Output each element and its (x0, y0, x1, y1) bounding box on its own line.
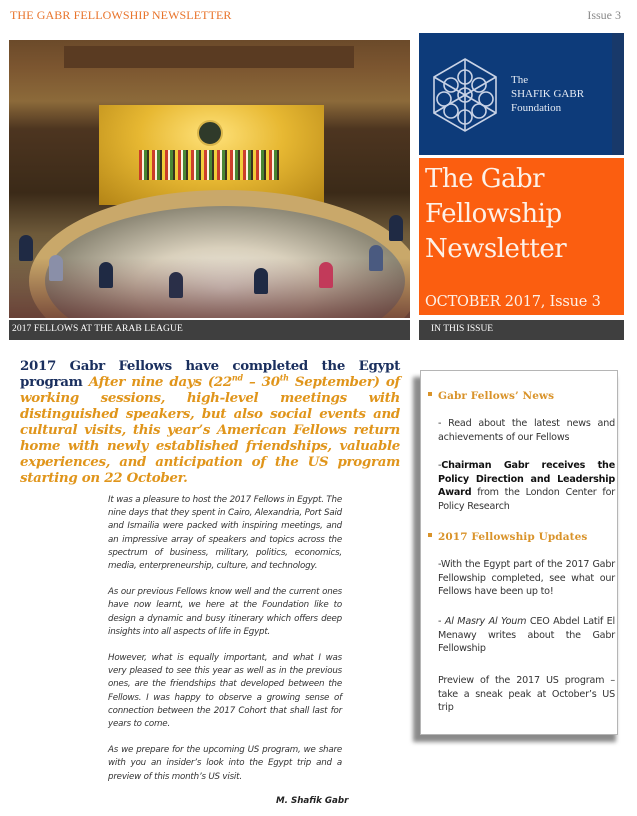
letter-paragraph: As we prepare for the upcoming US program, we share with you an insider’s look into the Egypt trip and a preview of this month’s US visit. (108, 745, 342, 782)
floor-shade (9, 258, 410, 318)
toc-item-text: Preview of the 2017 US program – take a sneak peak at October’s US trip (438, 675, 615, 713)
running-header-issue: Issue 3 (587, 8, 621, 22)
fellow-figure (99, 262, 113, 288)
superscript: th (279, 372, 289, 383)
hexagon-lattice-logo-icon (425, 55, 505, 135)
lead-paragraph (20, 358, 400, 486)
letter-signature: M. Shafik Gabr (276, 796, 349, 806)
section-heading-text: 2017 Fellowship Updates (438, 531, 588, 543)
title-line-3: Newsletter (425, 234, 567, 264)
newsletter-title (425, 162, 566, 267)
toc-item[interactable] (438, 674, 615, 715)
toc-item[interactable] (438, 417, 615, 444)
toc-item-italic: Al Masry Al Youm (444, 616, 527, 627)
toc-item[interactable] (438, 558, 615, 599)
square-bullet-icon (428, 392, 432, 396)
toc-item-text: from the London Center for Policy Research (438, 487, 615, 512)
fellow-figure (169, 272, 183, 298)
issue-date: OCTOBER 2017, Issue 3 (425, 294, 601, 310)
chairman-letter (108, 494, 342, 797)
flags-row (139, 150, 279, 180)
superscript: nd (231, 372, 243, 383)
logo-block-shade (612, 33, 624, 155)
toc-item-text: -With the Egypt part of the 2017 Gabr Fellowship completed, see what our Fellows have been up to! (438, 559, 615, 597)
square-bullet-icon (428, 533, 432, 537)
lead-intro (20, 374, 400, 486)
lead-intro-text: September) of working sessions, high-level meetings with distinguished speakers, but also social events and cultural visits, this year’s American Fellows return home with newly established friendships, valuable experiences, and anticipation of the US program starting on 22 October. (20, 374, 401, 486)
foundation-name (511, 73, 584, 115)
in-this-issue-box (420, 370, 618, 735)
logo-line-2: SHAFIK GABR (511, 88, 585, 100)
toc-item-text: CEO Abdel Latif El Menawy writes about the Gabr Fellowship (438, 616, 615, 654)
logo-line-1: The (511, 74, 529, 86)
fellow-figure (389, 215, 403, 241)
toc-item-prefix: - (438, 616, 445, 627)
in-this-issue-bar (419, 320, 624, 340)
title-line-1: The Gabr (425, 164, 545, 194)
fellow-figure (19, 235, 33, 261)
photo-caption-bar (9, 320, 410, 340)
calligraphy-band (64, 46, 354, 68)
arab-league-photo (9, 40, 410, 318)
lead-headline: 2017 Gabr Fellows have completed the Egypt program (20, 358, 400, 390)
logo-line-3: Foundation (511, 102, 562, 114)
photo-caption: 2017 FELLOWS AT THE ARAB LEAGUE (12, 324, 183, 334)
letter-paragraph: It was a pleasure to host the 2017 Fellows in Egypt. The nine days that they spent in Cairo, Alexandria, Port Said and Ismailia were packed with inspiring meetings, and an impressive array of speakers and topics across the spectrum of business, military, politics, economics, media, enterpreneurship, culture, and technology. (108, 495, 342, 572)
toc-item[interactable] (438, 615, 615, 656)
arab-league-emblem (197, 120, 223, 146)
letter-paragraph: However, what is equally important, and what I was very pleased to see this year as well as in the previous ones, are the friendships that developed between the Fellows. I was happy to observe a growing sense of connection between the 2017 Cohort that shall last for years to come. (108, 653, 342, 730)
toc-item-prefix: - (438, 460, 442, 471)
section-heading-fellowship-updates[interactable] (428, 531, 587, 543)
fellow-figure (254, 268, 268, 294)
masthead-block (419, 158, 624, 315)
toc-item-text: - Read about the latest news and achievements of our Fellows (438, 418, 615, 443)
in-this-issue-label: IN THIS ISSUE (431, 324, 494, 334)
lead-intro-text: After nine days (22 (88, 374, 232, 390)
letter-paragraph: As our previous Fellows know well and the current ones have now learnt, we here at the Foundation like to design a dynamic and busy itinerary which offers deep insights into all aspects of life in Egypt. (108, 587, 342, 637)
fellow-figure (319, 262, 333, 288)
section-heading-fellows-news[interactable] (428, 390, 554, 402)
fellow-figure (369, 245, 383, 271)
toc-item-bold: Chairman Gabr receives the Policy Direction and Leadership Award (438, 460, 615, 498)
foundation-logo-block (419, 33, 624, 155)
lead-intro-text: – 30 (242, 374, 280, 390)
running-header-title: THE GABR FELLOWSHIP NEWSLETTER (10, 8, 232, 22)
fellow-figure (49, 255, 63, 281)
toc-item[interactable] (438, 459, 615, 513)
section-heading-text: Gabr Fellows’ News (438, 390, 555, 402)
title-line-2: Fellowship (425, 199, 562, 229)
